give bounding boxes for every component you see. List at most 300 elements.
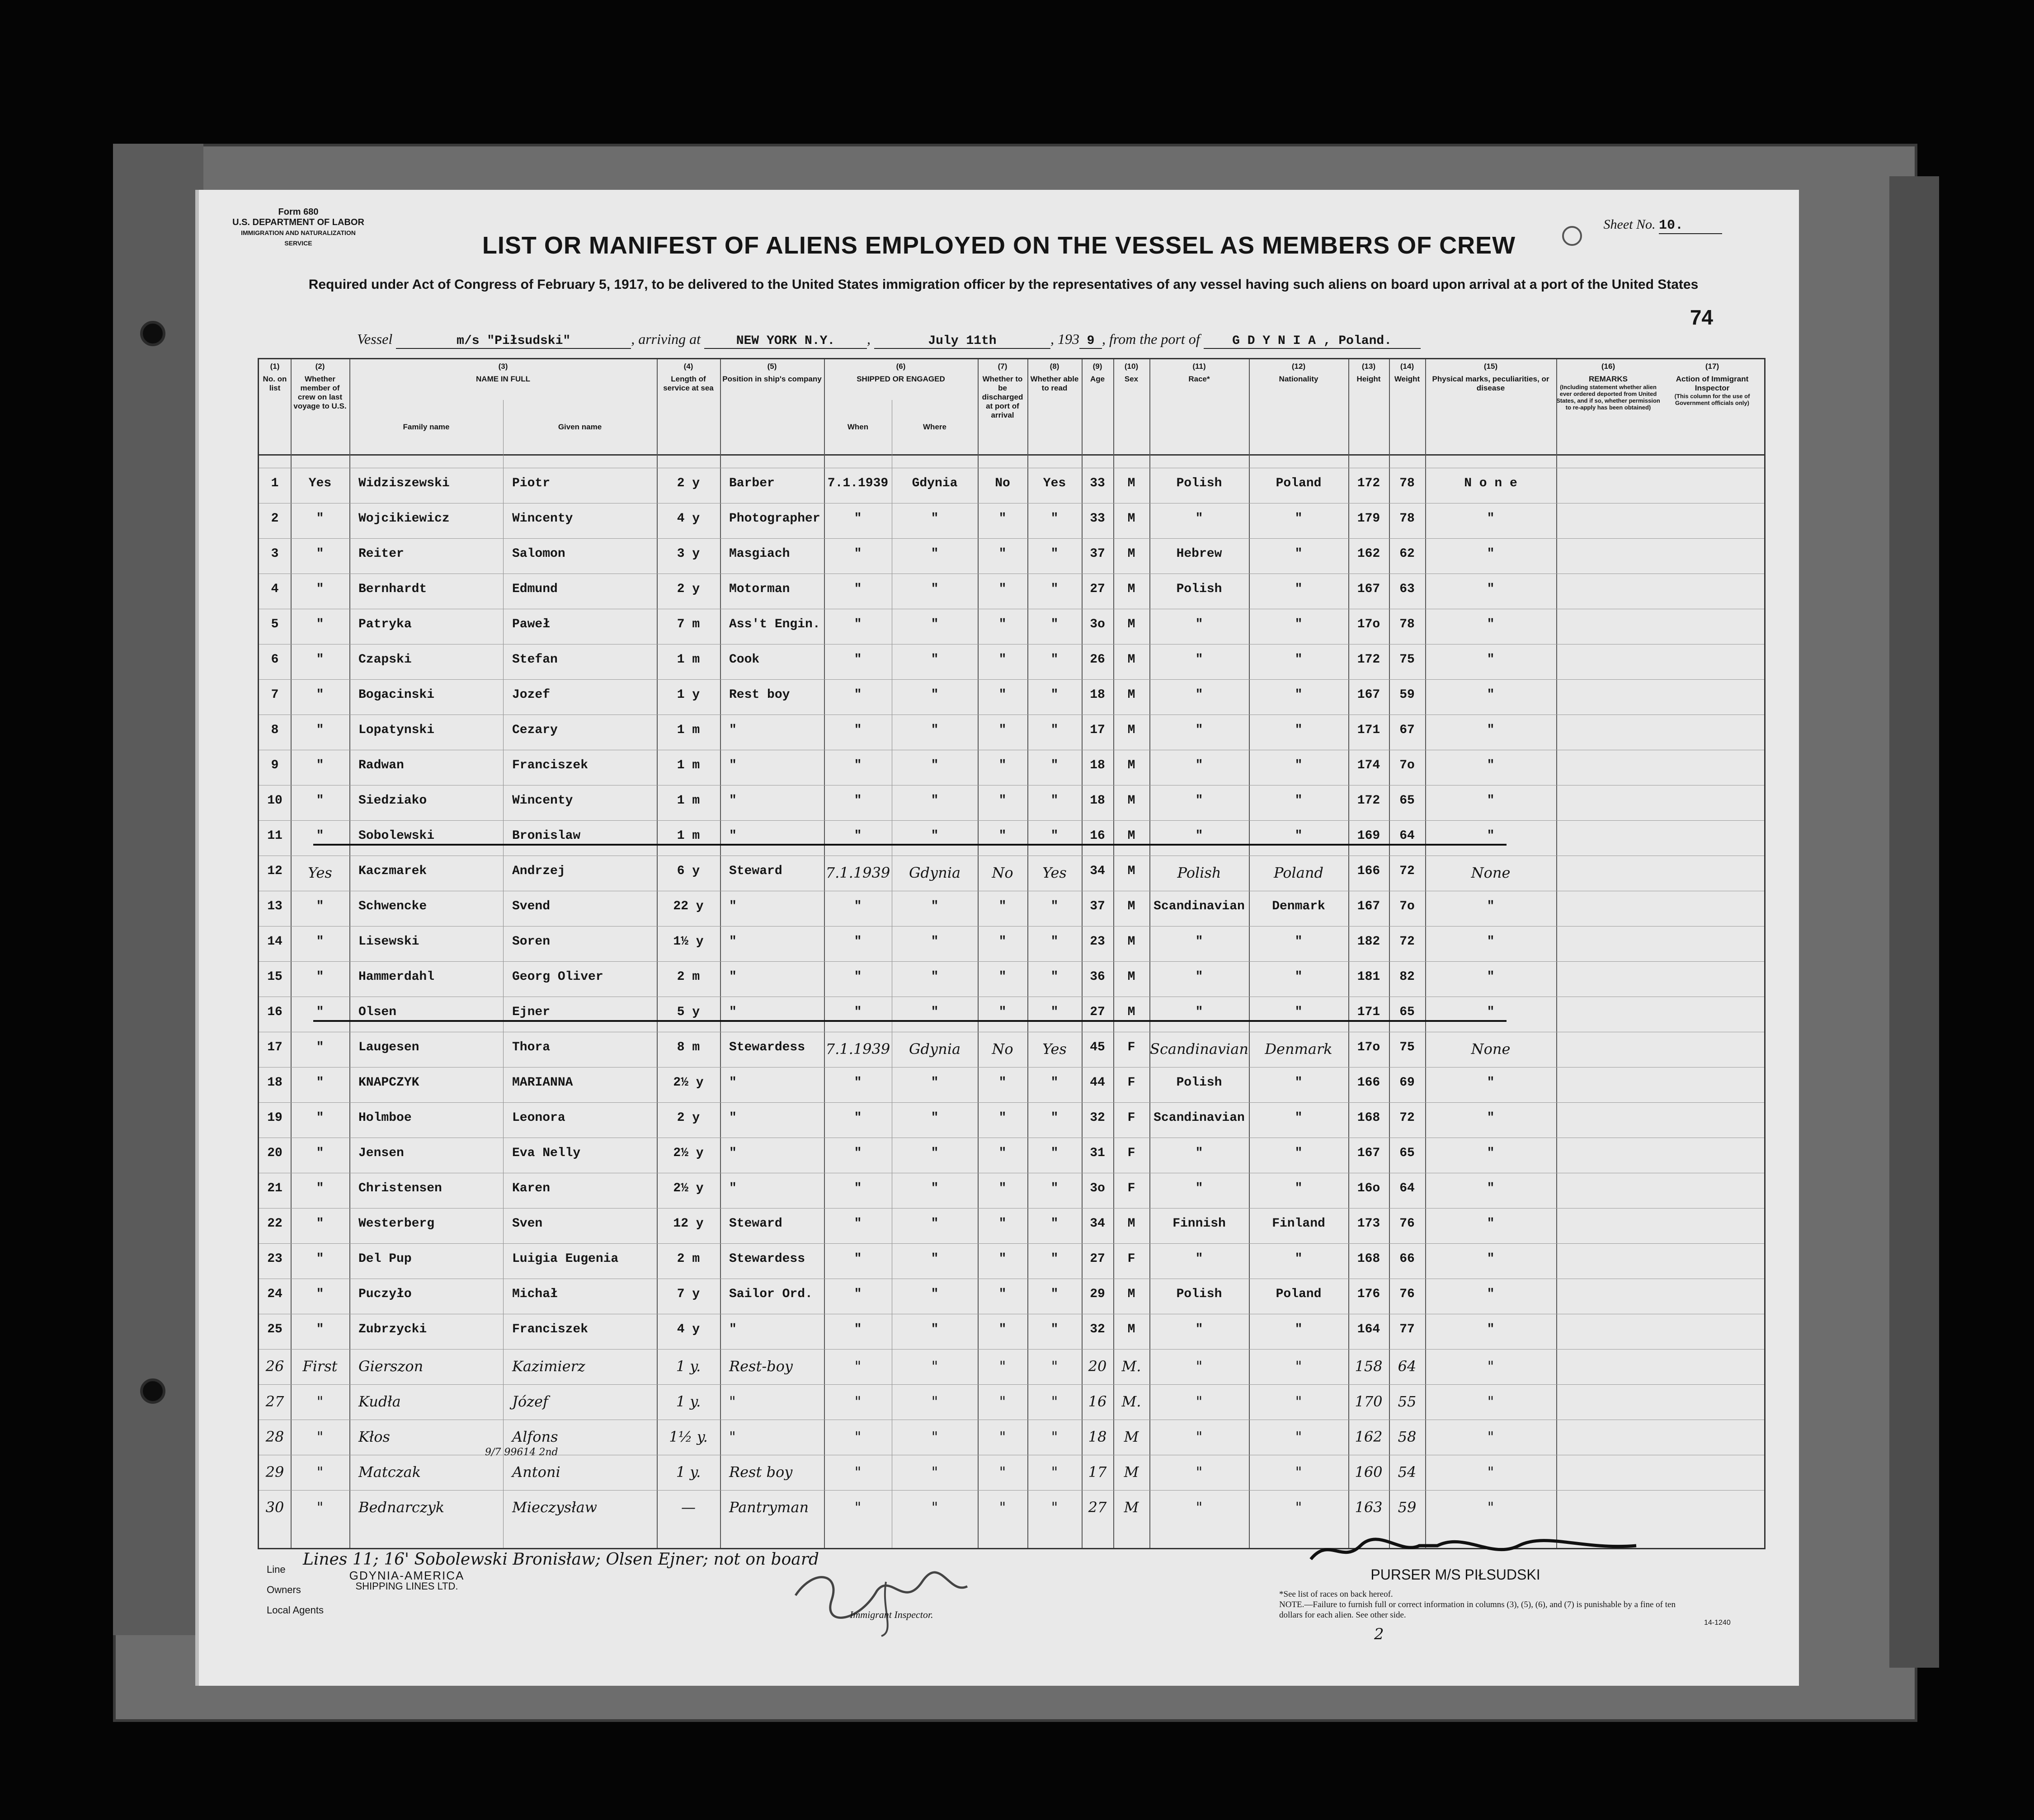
- cell-age: 16: [1088, 1393, 1107, 1410]
- cell-age: 20: [1088, 1358, 1107, 1375]
- cell-service: 1 y.: [676, 1358, 701, 1375]
- cell-race: Polish: [1176, 582, 1222, 596]
- cell-age: 37: [1090, 547, 1105, 561]
- table-row: [259, 1243, 1764, 1278]
- cell-position: ": [729, 970, 737, 984]
- cell-nationality: ": [1295, 1146, 1303, 1160]
- cell-marks: ": [1487, 1393, 1494, 1410]
- table-row: [259, 856, 1764, 890]
- cell-marks: ": [1487, 1181, 1495, 1195]
- cell-sex: M: [1127, 899, 1135, 913]
- table-row: [259, 750, 1764, 784]
- cell-family: Bernhardt: [358, 582, 427, 596]
- cell-weight: 78: [1399, 512, 1415, 526]
- cell-no: 24: [267, 1287, 282, 1301]
- cell-marks: ": [1487, 1287, 1495, 1301]
- cell-family: Kaczmarek: [358, 864, 427, 878]
- cell-given: Salomon: [512, 547, 565, 561]
- cell-given: Antoni: [512, 1463, 560, 1481]
- cell-read: ": [1050, 1076, 1059, 1090]
- folder-tab: [113, 144, 203, 1635]
- cell-race: ": [1195, 1005, 1203, 1019]
- owner-stamp: [321, 1570, 493, 1592]
- column-header-14: [1389, 362, 1425, 384]
- column-number: (2): [315, 362, 325, 371]
- cell-family: Patryka: [358, 617, 412, 631]
- cell-race: Polish: [1177, 864, 1221, 881]
- cell-read: ": [1050, 582, 1059, 596]
- column-header-1: [259, 362, 291, 393]
- cell-where: ": [931, 794, 939, 808]
- cell-service: 1 m: [677, 829, 700, 843]
- cell-where: ": [931, 758, 939, 772]
- cell-family: Bednarczyk: [358, 1499, 445, 1516]
- table-row: [259, 997, 1764, 1031]
- cell-height: 172: [1357, 653, 1380, 667]
- cell-weight: 58: [1398, 1428, 1417, 1445]
- cell-where: ": [931, 723, 939, 737]
- table-row: [259, 503, 1764, 537]
- cell-service: 8 m: [677, 1040, 700, 1054]
- cell-race: Scandinavian: [1150, 1040, 1248, 1058]
- document-title: LIST OR MANIFEST OF ALIENS EMPLOYED ON THE VESSEL AS MEMBERS OF CREW: [482, 232, 1516, 259]
- cell-service: 2 y: [677, 1111, 700, 1125]
- cell-when: ": [854, 1358, 862, 1375]
- cell-race: ": [1195, 758, 1203, 772]
- cell-age: 27: [1088, 1499, 1107, 1516]
- cell-marks: ": [1487, 1252, 1495, 1266]
- cell-weight: 75: [1399, 653, 1415, 667]
- cell-weight: 76: [1399, 1217, 1415, 1231]
- cell-service: 1 y.: [676, 1463, 701, 1481]
- cell-nationality: ": [1295, 935, 1303, 949]
- races-note: *See list of races on back hereof.: [1279, 1590, 1393, 1599]
- cell-sex: F: [1127, 1111, 1135, 1125]
- cell-height: 179: [1357, 512, 1380, 526]
- cell-read: ": [1050, 1146, 1059, 1160]
- column-label: Nationality: [1279, 375, 1318, 383]
- cell-race: ": [1195, 1252, 1203, 1266]
- cell-read: Yes: [1042, 1040, 1067, 1058]
- cell-family: Hammerdahl: [358, 970, 435, 984]
- cell-member: ": [316, 1393, 324, 1410]
- form-number: Form 680: [278, 207, 319, 217]
- cell-service: —: [681, 1499, 696, 1516]
- cell-member: ": [316, 512, 324, 526]
- cell-member: ": [316, 1287, 324, 1301]
- cell-family: Widziszewski: [358, 476, 450, 490]
- cell-service: 2½ y: [673, 1076, 704, 1090]
- cell-nationality: ": [1295, 1499, 1302, 1516]
- cell-discharged: ": [998, 1252, 1007, 1266]
- cell-when: ": [854, 1005, 862, 1019]
- header-bottom-rule: [259, 454, 1764, 456]
- cell-discharged: ": [998, 547, 1007, 561]
- cell-member: ": [316, 1076, 324, 1090]
- cell-family: Laugesen: [358, 1040, 419, 1054]
- cell-position: Steward: [729, 1217, 782, 1231]
- year-prefix: , 193: [1050, 331, 1079, 347]
- lines-not-on-board-note: Lines 11; 16' Sobolewski Bronisław; Olsen Ejner; not on board: [303, 1550, 819, 1569]
- cell-member: ": [316, 794, 324, 808]
- table-row: [259, 1314, 1764, 1348]
- arriving-label: , arriving at: [631, 331, 701, 347]
- cell-marks: ": [1487, 1076, 1495, 1090]
- cell-height: 17o: [1357, 1040, 1380, 1054]
- cell-no: 15: [267, 970, 282, 984]
- cell-service: 1 m: [677, 794, 700, 808]
- column-label: Length of service at sea: [663, 375, 714, 392]
- cell-height: 181: [1357, 970, 1380, 984]
- cell-member: Yes: [308, 476, 332, 490]
- cell-when: ": [854, 1252, 862, 1266]
- cell-race: ": [1195, 723, 1203, 737]
- column-header-16: [1556, 362, 1660, 411]
- cell-no: 17: [267, 1040, 282, 1054]
- cell-member: ": [316, 829, 324, 843]
- column-header-9: [1082, 362, 1113, 384]
- cell-age: 44: [1090, 1076, 1105, 1090]
- cell-no: 20: [267, 1146, 282, 1160]
- cell-no: 1: [271, 476, 279, 490]
- binder-hole: [140, 1378, 165, 1404]
- cell-where: ": [931, 1393, 938, 1410]
- cell-service: 7 m: [677, 617, 700, 631]
- cell-service: 4 y: [677, 1322, 700, 1336]
- cell-discharged: ": [998, 723, 1007, 737]
- column-number: (10): [1124, 362, 1139, 371]
- cell-height: 162: [1355, 1428, 1383, 1445]
- cell-read: ": [1051, 1463, 1058, 1481]
- cell-weight: 72: [1399, 864, 1415, 878]
- binder-hole: [140, 321, 165, 346]
- cell-when: ": [854, 617, 862, 631]
- cell-when: ": [854, 723, 862, 737]
- service-name: IMMIGRATION AND NATURALIZATION SERVICE: [241, 229, 356, 247]
- column-number: (9): [1092, 362, 1102, 371]
- cell-where: Gdynia: [909, 864, 961, 881]
- column-header-6: [824, 362, 978, 384]
- cell-position: Rest-boy: [729, 1358, 793, 1375]
- cell-no: 3: [271, 547, 279, 561]
- cell-marks: ": [1487, 1111, 1495, 1125]
- cell-family: Gierszon: [358, 1358, 424, 1375]
- sheet-label: Sheet No.: [1603, 217, 1656, 232]
- footer-line-label: Line: [267, 1564, 286, 1575]
- cell-height: 170: [1355, 1393, 1383, 1410]
- cell-where: ": [931, 1428, 938, 1445]
- cell-weight: 64: [1399, 829, 1415, 843]
- cell-weight: 72: [1399, 935, 1415, 949]
- cell-where: ": [931, 1076, 939, 1090]
- cell-weight: 65: [1399, 1146, 1415, 1160]
- cell-nationality: Denmark: [1265, 1040, 1332, 1058]
- column-number: (12): [1291, 362, 1306, 371]
- cell-weight: 65: [1399, 1005, 1415, 1019]
- cell-service: 1 y: [677, 688, 700, 702]
- cell-nationality: ": [1295, 547, 1303, 561]
- cell-discharged: ": [998, 688, 1007, 702]
- table-row: [259, 1490, 1764, 1524]
- cell-sex: M: [1127, 617, 1135, 631]
- cell-given: Soren: [512, 935, 551, 949]
- cell-sex: M.: [1121, 1358, 1141, 1375]
- cell-when: ": [854, 1322, 862, 1336]
- cell-marks: ": [1487, 1322, 1495, 1336]
- cell-height: 16o: [1357, 1181, 1380, 1195]
- cell-discharged: ": [998, 582, 1007, 596]
- column-label: Whether to be discharged at port of arrival: [982, 375, 1023, 419]
- cell-sex: M: [1127, 653, 1135, 667]
- cell-position: ": [729, 1322, 737, 1336]
- cell-marks: ": [1487, 653, 1495, 667]
- table-row: [259, 609, 1764, 643]
- cell-position: Motorman: [729, 582, 790, 596]
- cell-race: Finnish: [1172, 1217, 1226, 1231]
- cell-member: ": [316, 1040, 324, 1054]
- cell-where: ": [931, 512, 939, 526]
- column-note: (This column for the use of Government officials only): [1674, 393, 1750, 406]
- cell-where: ": [931, 1463, 938, 1481]
- cell-weight: 64: [1399, 1181, 1415, 1195]
- cell-read: ": [1050, 723, 1059, 737]
- cell-where: ": [931, 1322, 939, 1336]
- cell-marks: ": [1487, 970, 1495, 984]
- cell-when: ": [854, 1463, 862, 1481]
- arrival-date: July 11th: [874, 334, 1050, 349]
- cell-nationality: ": [1295, 653, 1303, 667]
- column-label: Whether member of crew on last voyage to U.S.: [293, 375, 347, 410]
- cell-nationality: Finland: [1272, 1217, 1325, 1231]
- cell-member: ": [316, 1005, 324, 1019]
- cell-marks: ": [1487, 899, 1495, 913]
- cell-nationality: ": [1295, 1111, 1303, 1125]
- cell-age: 3o: [1090, 1181, 1105, 1195]
- column-number: (6): [896, 362, 906, 371]
- cell-race: ": [1195, 794, 1203, 808]
- cell-marks: N o n e: [1464, 476, 1517, 490]
- cell-nationality: ": [1295, 1252, 1303, 1266]
- cell-family: Schwencke: [358, 899, 427, 913]
- cell-given: Cezary: [512, 723, 558, 737]
- cell-when: ": [854, 1181, 862, 1195]
- cell-when: ": [854, 758, 862, 772]
- table-row: [259, 820, 1764, 855]
- cell-discharged: ": [998, 829, 1007, 843]
- cell-given: Ejner: [512, 1005, 551, 1019]
- cell-weight: 59: [1398, 1499, 1417, 1516]
- cell-no: 8: [271, 723, 279, 737]
- column-number: (16): [1601, 362, 1615, 371]
- cell-no: 21: [267, 1181, 282, 1195]
- cell-nationality: ": [1295, 1393, 1302, 1410]
- cell-position: Photographer: [729, 512, 820, 526]
- cell-member: ": [316, 582, 324, 596]
- cell-height: 174: [1357, 758, 1380, 772]
- cell-member: ": [316, 1252, 324, 1266]
- cell-position: ": [729, 794, 737, 808]
- cell-marks: None: [1471, 1040, 1511, 1058]
- owner-subname: SHIPPING LINES LTD.: [355, 1580, 458, 1592]
- cell-nationality: ": [1295, 582, 1303, 596]
- column-number: (5): [767, 362, 777, 371]
- cell-race: ": [1196, 1358, 1203, 1375]
- cell-age: 18: [1090, 794, 1105, 808]
- cell-age: 18: [1088, 1428, 1107, 1445]
- cell-service: 1 m: [677, 758, 700, 772]
- cell-member: First: [302, 1358, 338, 1375]
- column-label: No. on list: [263, 375, 287, 392]
- cell-weight: 76: [1399, 1287, 1415, 1301]
- cell-no: 29: [265, 1463, 284, 1481]
- cell-marks: None: [1471, 864, 1511, 881]
- cell-read: ": [1050, 829, 1059, 843]
- cell-when: ": [854, 970, 862, 984]
- cell-weight: 7o: [1399, 899, 1415, 913]
- column-subheader: Given name: [558, 423, 602, 431]
- cell-sex: M: [1127, 970, 1135, 984]
- cell-discharged: ": [998, 1322, 1007, 1336]
- vessel-name: m/s "Piłsudski": [396, 334, 631, 349]
- cell-read: Yes: [1043, 476, 1066, 490]
- cell-when: ": [854, 935, 862, 949]
- table-row: [259, 1138, 1764, 1172]
- cell-marks: ": [1487, 1428, 1494, 1445]
- table-row: [259, 1173, 1764, 1207]
- column-header-17: [1660, 362, 1764, 406]
- cell-marks: ": [1487, 1146, 1495, 1160]
- cell-no: 30: [265, 1499, 284, 1516]
- cell-service: 2½ y: [673, 1146, 704, 1160]
- cell-service: 1 m: [677, 723, 700, 737]
- footer-agents-label: Local Agents: [267, 1604, 324, 1616]
- cell-no: 2: [271, 512, 279, 526]
- cell-nationality: ": [1295, 1076, 1303, 1090]
- cell-age: 27: [1090, 1252, 1105, 1266]
- table-row: [259, 1067, 1764, 1101]
- cell-family: Lopatynski: [358, 723, 435, 737]
- cell-discharged: ": [998, 1287, 1007, 1301]
- cell-no: 10: [267, 794, 282, 808]
- column-header-10: [1113, 362, 1149, 384]
- cell-when: ": [854, 1146, 862, 1160]
- cell-no: 26: [265, 1358, 284, 1375]
- cell-age: 23: [1090, 935, 1105, 949]
- cell-position: ": [729, 1005, 737, 1019]
- cell-age: 45: [1090, 1040, 1105, 1054]
- cell-given: Michał: [512, 1287, 558, 1301]
- cell-nationality: ": [1295, 1181, 1303, 1195]
- cell-weight: 69: [1399, 1076, 1415, 1090]
- cell-age: 29: [1090, 1287, 1105, 1301]
- cell-family: Reiter: [358, 547, 404, 561]
- cell-sex: M: [1127, 794, 1135, 808]
- cell-discharged: ": [998, 1111, 1007, 1125]
- cell-age: 33: [1090, 512, 1105, 526]
- cell-service: 2 m: [677, 970, 700, 984]
- cell-position: ": [729, 935, 737, 949]
- cell-nationality: Poland: [1276, 476, 1322, 490]
- cell-read: ": [1050, 617, 1059, 631]
- cell-height: 182: [1357, 935, 1380, 949]
- cell-no: 13: [267, 899, 282, 913]
- cell-discharged: ": [998, 512, 1007, 526]
- cell-nationality: ": [1295, 1005, 1303, 1019]
- column-header-12: [1249, 362, 1348, 384]
- cell-sex: F: [1127, 1181, 1135, 1195]
- back-folder-edge: [1889, 176, 1939, 1668]
- cell-no: 11: [267, 829, 282, 843]
- cell-where: ": [931, 899, 939, 913]
- cell-given: Karen: [512, 1181, 551, 1195]
- cell-position: ": [729, 829, 737, 843]
- cell-sex: M: [1127, 1217, 1135, 1231]
- cell-race: ": [1195, 512, 1203, 526]
- cell-discharged: ": [998, 1181, 1007, 1195]
- cell-sex: M: [1127, 476, 1135, 490]
- cell-discharged: ": [998, 653, 1007, 667]
- cell-family: Lisewski: [358, 935, 419, 949]
- cell-race: ": [1195, 1181, 1203, 1195]
- cell-sex: M: [1127, 512, 1135, 526]
- cell-age: 34: [1090, 1217, 1105, 1231]
- cell-age: 34: [1090, 864, 1105, 878]
- cell-member: ": [316, 688, 324, 702]
- cell-nationality: ": [1295, 617, 1303, 631]
- cell-discharged: ": [998, 899, 1007, 913]
- cell-where: ": [931, 547, 939, 561]
- page-mark: 2: [1374, 1625, 1384, 1643]
- cell-given: Alfons: [512, 1428, 558, 1445]
- column-header-13: [1348, 362, 1389, 384]
- cell-height: 167: [1357, 582, 1380, 596]
- cell-discharged: ": [998, 935, 1007, 949]
- cell-service: 1 m: [677, 653, 700, 667]
- cell-when: ": [854, 1428, 862, 1445]
- column-note: (Including statement whether alien ever ordered deported from United States, and if so, whether permission to re-apply has been obtained): [1556, 384, 1660, 411]
- cell-position: Stewardess: [729, 1252, 805, 1266]
- cell-no: 22: [267, 1217, 282, 1231]
- cell-family: Holmboe: [358, 1111, 412, 1125]
- cell-weight: 59: [1399, 688, 1415, 702]
- cell-nationality: ": [1295, 1428, 1302, 1445]
- inspector-label: Immigrant Inspector.: [850, 1609, 933, 1620]
- cell-no: 18: [267, 1076, 282, 1090]
- cell-service: 2½ y: [673, 1181, 704, 1195]
- cell-when: ": [854, 653, 862, 667]
- cell-member: ": [316, 1111, 324, 1125]
- cell-given: Wincenty: [512, 512, 573, 526]
- column-number: (17): [1705, 362, 1719, 371]
- cell-position: Masgiach: [729, 547, 790, 561]
- cell-sex: M: [1127, 1287, 1135, 1301]
- cell-given: Leonora: [512, 1111, 565, 1125]
- cell-height: 172: [1357, 794, 1380, 808]
- cell-sex: M: [1127, 829, 1135, 843]
- cell-given: Franciszek: [512, 758, 589, 772]
- from-label: , from the port of: [1102, 331, 1200, 347]
- cell-weight: 72: [1399, 1111, 1415, 1125]
- cell-family: Westerberg: [358, 1217, 435, 1231]
- cell-discharged: ": [998, 1217, 1007, 1231]
- cell-discharged: ": [998, 758, 1007, 772]
- cell-weight: 82: [1399, 970, 1415, 984]
- cell-discharged: ": [998, 617, 1007, 631]
- cell-weight: 75: [1399, 1040, 1415, 1054]
- cell-age: 18: [1090, 688, 1105, 702]
- cell-age: 27: [1090, 582, 1105, 596]
- cell-where: Gdynia: [909, 1040, 961, 1058]
